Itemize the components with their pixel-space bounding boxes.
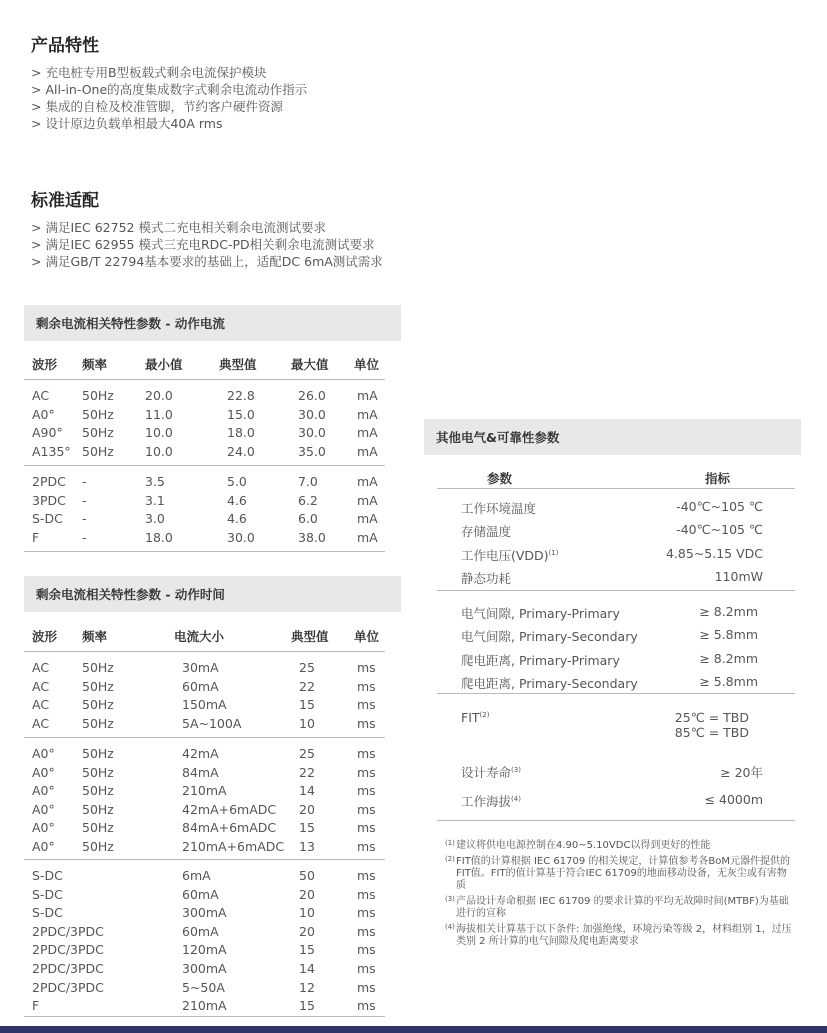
table-cell: 18.0 bbox=[227, 425, 255, 441]
features-list bbox=[31, 64, 307, 132]
table-cell: 120mA bbox=[182, 942, 227, 958]
table-cell: ms bbox=[357, 715, 376, 731]
table-cell: - bbox=[82, 529, 87, 545]
life-label: 设计寿命 bbox=[461, 765, 512, 780]
fit-label: FIT bbox=[461, 710, 480, 725]
table-cell: ms bbox=[357, 839, 376, 854]
table-cell: AC bbox=[32, 715, 50, 731]
table-cell: 210mA bbox=[182, 998, 227, 1014]
table-cell: 35.0 bbox=[298, 443, 326, 459]
param-value: ≥ 5.8mm bbox=[699, 673, 758, 689]
table-cell: F bbox=[32, 529, 40, 545]
param-value: ≥ 8.2mm bbox=[699, 650, 758, 666]
life-sup: (3) bbox=[511, 765, 521, 774]
list-item: > 满足GB/T 22794基本要求的基础上，适配DC 6mA测试需求 bbox=[31, 254, 383, 269]
table-row bbox=[24, 839, 385, 858]
list-item: > 满足IEC 62955 模式三充电RDC-PD相关剩余电流测试要求 bbox=[31, 237, 375, 252]
table-cell: 50Hz bbox=[82, 746, 114, 761]
table-cell: 50Hz bbox=[82, 678, 114, 694]
param-label-text: 工作电压(VDD) bbox=[461, 547, 549, 563]
table-cell: 15 bbox=[299, 942, 315, 958]
fit-row bbox=[437, 710, 795, 740]
param-value: 110mW bbox=[714, 568, 763, 584]
table-cell: AC bbox=[32, 678, 50, 694]
param-label bbox=[461, 522, 511, 540]
table-cell: 6mA bbox=[182, 868, 211, 883]
fit-value bbox=[675, 710, 749, 740]
table-cell: 25 bbox=[299, 746, 315, 761]
param-label-text: 静态功耗 bbox=[461, 570, 512, 586]
table-row bbox=[24, 887, 385, 906]
param-label bbox=[461, 569, 511, 587]
table-cell: 30.0 bbox=[227, 529, 255, 545]
altitude-row bbox=[437, 792, 795, 811]
col-header: 单位 bbox=[354, 357, 380, 372]
param-value: 4.85~5.15 VDC bbox=[665, 545, 763, 561]
footnote-ref: (1) bbox=[548, 548, 559, 557]
table-cell: 3PDC bbox=[32, 492, 66, 508]
electrical-table bbox=[437, 469, 795, 824]
param-row bbox=[437, 651, 795, 670]
col-header: 单位 bbox=[354, 629, 380, 644]
table-cell: 24.0 bbox=[227, 443, 255, 459]
footnote bbox=[442, 840, 794, 852]
table-cell: S-DC bbox=[32, 868, 63, 883]
param-label bbox=[461, 763, 521, 781]
col-header: 波形 bbox=[32, 629, 58, 644]
divider bbox=[24, 551, 385, 552]
table-cell: ms bbox=[357, 979, 376, 995]
table-cell: mA bbox=[357, 406, 378, 422]
table-row bbox=[24, 388, 385, 407]
table-cell: 2PDC/3PDC bbox=[32, 961, 104, 976]
divider bbox=[24, 465, 385, 466]
table-cell: 210mA bbox=[182, 783, 227, 799]
table-cell: A90° bbox=[32, 425, 63, 441]
divider bbox=[437, 693, 795, 694]
table-cell: 15.0 bbox=[227, 406, 255, 422]
param-row bbox=[437, 604, 795, 623]
table-cell: 30.0 bbox=[298, 406, 326, 422]
table-row bbox=[24, 746, 385, 765]
table-cell: 11.0 bbox=[145, 406, 173, 422]
fit-sup: (2) bbox=[479, 710, 490, 719]
table-cell: 10 bbox=[299, 905, 315, 921]
table-cell: ms bbox=[357, 905, 376, 921]
param-label bbox=[461, 792, 521, 810]
table-row bbox=[24, 783, 385, 802]
table-row bbox=[24, 868, 385, 887]
footnote bbox=[442, 896, 794, 920]
table-cell: 30mA bbox=[182, 660, 219, 675]
list-item: > 充电桩专用B型板载式剩余电流保护模块 bbox=[31, 65, 267, 80]
table-row bbox=[24, 493, 385, 512]
table-cell: mA bbox=[357, 443, 378, 459]
divider bbox=[437, 488, 795, 489]
table-cell: 50Hz bbox=[82, 443, 114, 459]
table-row bbox=[24, 980, 385, 999]
divider bbox=[437, 820, 795, 821]
table-row bbox=[24, 998, 385, 1017]
footnote-text: 海拔相关计算基于以下条件: 加强绝缘，环境污染等级 2，材料组别 1，过压类别 2 所计算的电气间隙及爬电距离要求 bbox=[456, 924, 792, 947]
param-label-text: 工作环境温度 bbox=[461, 501, 537, 516]
table-cell: S-DC bbox=[32, 886, 63, 902]
table-cell: A135° bbox=[32, 443, 71, 459]
table-cell: A0° bbox=[32, 783, 55, 799]
table-row bbox=[24, 511, 385, 530]
life-row bbox=[437, 763, 795, 782]
footnote-number: (2) bbox=[445, 855, 455, 863]
table-cell: ms bbox=[357, 746, 376, 761]
table-cell: - bbox=[82, 474, 87, 489]
table-cell: 150mA bbox=[182, 697, 227, 713]
divider bbox=[24, 379, 385, 380]
table-row bbox=[24, 765, 385, 784]
footnote-number: (1) bbox=[445, 839, 455, 847]
table-cell: ms bbox=[357, 998, 376, 1014]
param-row bbox=[437, 522, 795, 541]
fit-value-85: 85℃ = TBD bbox=[674, 725, 749, 740]
table-row bbox=[24, 716, 385, 735]
table-row bbox=[24, 679, 385, 698]
table-cell: ms bbox=[357, 764, 376, 780]
table-cell: 3.0 bbox=[145, 511, 165, 527]
table-cell: mA bbox=[357, 425, 378, 441]
col-header: 典型值 bbox=[219, 357, 257, 372]
table-cell: 4.6 bbox=[227, 492, 247, 508]
table-cell: 20.0 bbox=[145, 388, 173, 403]
table-cell: 42mA bbox=[182, 746, 219, 761]
electrical-title: 其他电气&可靠性参数 bbox=[424, 419, 801, 455]
table-cell: 18.0 bbox=[145, 529, 173, 545]
table-cell: 25 bbox=[299, 660, 315, 675]
table-cell: 50Hz bbox=[82, 406, 114, 422]
table-cell: 22 bbox=[299, 764, 315, 780]
table-cell: S-DC bbox=[32, 511, 63, 527]
table-cell: A0° bbox=[32, 820, 55, 836]
table-row bbox=[24, 660, 385, 679]
table-cell: 2PDC/3PDC bbox=[32, 979, 104, 995]
trip-current-table bbox=[24, 355, 385, 555]
table-cell: 22.8 bbox=[227, 388, 255, 403]
table-cell: 10.0 bbox=[145, 425, 173, 441]
col-header: 最大值 bbox=[291, 357, 329, 372]
footnote bbox=[442, 924, 794, 948]
table-cell: 5A~100A bbox=[182, 715, 242, 731]
table-cell: ms bbox=[357, 942, 376, 958]
divider bbox=[437, 590, 795, 591]
table-cell: 26.0 bbox=[298, 388, 326, 403]
table-cell: 7.0 bbox=[298, 474, 318, 489]
param-value: -40℃~105 ℃ bbox=[676, 499, 763, 514]
table-cell: 60mA bbox=[182, 678, 219, 694]
altitude-value: ≤ 4000m bbox=[704, 792, 763, 807]
table-cell: 42mA+6mADC bbox=[182, 801, 277, 817]
table-cell: 30.0 bbox=[298, 425, 326, 441]
table-cell: 5.0 bbox=[227, 474, 247, 489]
bottom-bar bbox=[0, 1026, 827, 1033]
table-cell: 210mA+6mADC bbox=[182, 839, 285, 854]
table-cell: mA bbox=[357, 388, 378, 403]
table-cell: 15 bbox=[299, 820, 315, 836]
table-cell: 2PDC/3PDC bbox=[32, 942, 104, 958]
list-item: > All-in-One的高度集成数字式剩余电流动作指示 bbox=[31, 82, 308, 97]
table-cell: ms bbox=[357, 868, 376, 883]
table-cell: ms bbox=[357, 801, 376, 817]
table-cell: 50Hz bbox=[82, 660, 114, 675]
col-header: 最小值 bbox=[145, 357, 183, 372]
table-cell: 22 bbox=[299, 678, 315, 694]
life-value: ≥ 20年 bbox=[720, 765, 763, 780]
param-label: 电气间隙, Primary-Primary bbox=[461, 606, 620, 621]
table-cell: 2PDC bbox=[32, 474, 66, 489]
divider bbox=[24, 737, 385, 738]
footnote-text: 建议将供电电源控制在4.90~5.10VDC以得到更好的性能 bbox=[456, 840, 711, 851]
table-cell: ms bbox=[357, 886, 376, 902]
footnote bbox=[442, 856, 794, 892]
table-row bbox=[24, 924, 385, 943]
table-row bbox=[24, 697, 385, 716]
table-row bbox=[24, 802, 385, 821]
param-label bbox=[461, 710, 489, 725]
list-item: > 设计原边负载单相最大40A rms bbox=[31, 116, 223, 131]
table-row bbox=[24, 407, 385, 426]
table-row bbox=[24, 444, 385, 463]
table-cell: 50 bbox=[299, 868, 315, 883]
table-cell: A0° bbox=[32, 801, 55, 817]
table-cell: 6.2 bbox=[298, 492, 318, 508]
table-cell: ms bbox=[357, 678, 376, 694]
table-cell: mA bbox=[357, 529, 378, 545]
table-cell: 20 bbox=[299, 886, 315, 902]
table-cell: A0° bbox=[32, 839, 55, 854]
param-label: 爬电距离, Primary-Secondary bbox=[461, 675, 638, 691]
table-cell: 13 bbox=[299, 839, 315, 854]
param-value: ≥ 8.2mm bbox=[699, 604, 758, 619]
table-cell: mA bbox=[357, 511, 378, 527]
table-cell: ms bbox=[357, 697, 376, 713]
table-cell: 15 bbox=[299, 697, 315, 713]
table-cell: 10 bbox=[299, 715, 315, 731]
standards-title: 标准适配 bbox=[31, 191, 99, 211]
table-row bbox=[24, 905, 385, 924]
table-cell: 15 bbox=[299, 998, 315, 1014]
table-cell: 50Hz bbox=[82, 764, 114, 780]
table-cell: ms bbox=[357, 660, 376, 675]
table-cell: ms bbox=[357, 783, 376, 799]
standards-list bbox=[31, 219, 383, 270]
table-cell: F bbox=[32, 998, 40, 1014]
table-cell: AC bbox=[32, 388, 50, 403]
col-header: 波形 bbox=[32, 357, 58, 372]
table-cell: 3.5 bbox=[145, 474, 165, 489]
table-cell: 20 bbox=[299, 923, 315, 939]
table-cell: A0° bbox=[32, 764, 55, 780]
table-cell: 50Hz bbox=[82, 801, 114, 817]
features-title: 产品特性 bbox=[31, 36, 99, 56]
divider bbox=[24, 859, 385, 860]
trip-time-table bbox=[24, 627, 385, 1017]
param-label-text: 存储温度 bbox=[461, 524, 512, 540]
table-cell: AC bbox=[32, 660, 50, 675]
footnote-number: (4) bbox=[445, 923, 455, 931]
trip-current-title: 剩余电流相关特性参数 - 动作电流 bbox=[24, 305, 401, 341]
param-row bbox=[437, 569, 795, 588]
list-item: > 满足IEC 62752 模式二充电相关剩余电流测试要求 bbox=[31, 220, 326, 235]
table-cell: 50Hz bbox=[82, 388, 114, 403]
col-header: 电流大小 bbox=[174, 629, 225, 644]
param-row bbox=[437, 546, 795, 565]
param-row bbox=[437, 499, 795, 518]
table-cell: 50Hz bbox=[82, 839, 114, 854]
table-row bbox=[24, 425, 385, 444]
trip-time-title: 剩余电流相关特性参数 - 动作时间 bbox=[24, 576, 401, 612]
table-cell: mA bbox=[357, 474, 378, 489]
list-item: > 集成的自检及校准管脚，节约客户硬件资源 bbox=[31, 99, 283, 114]
table-row bbox=[24, 820, 385, 839]
table-cell: 50Hz bbox=[82, 697, 114, 713]
param-row bbox=[437, 627, 795, 646]
param-label: 电气间隙, Primary-Secondary bbox=[461, 629, 638, 645]
altitude-sup: (4) bbox=[511, 794, 521, 803]
param-label bbox=[461, 499, 536, 517]
table-cell: AC bbox=[32, 697, 50, 713]
table-cell: A0° bbox=[32, 406, 55, 422]
table-cell: 14 bbox=[299, 961, 315, 976]
col-header: 指标 bbox=[705, 471, 731, 486]
table-cell: 38.0 bbox=[298, 529, 326, 545]
table-cell: ms bbox=[357, 961, 376, 976]
param-label bbox=[461, 546, 558, 564]
table-cell: 60mA bbox=[182, 886, 219, 902]
param-row bbox=[437, 674, 795, 693]
table-cell: 2PDC/3PDC bbox=[32, 923, 104, 939]
table-cell: 84mA+6mADC bbox=[182, 820, 277, 836]
table-cell: 50Hz bbox=[82, 425, 114, 441]
table-cell: - bbox=[82, 511, 87, 527]
fit-value-25: 25℃ = TBD bbox=[674, 710, 749, 725]
param-value: ≥ 5.8mm bbox=[699, 627, 758, 643]
footnote-text: 产品设计寿命根据 IEC 61709 的要求计算的平均无故障时间(MTBF)为基础进行的宣称 bbox=[456, 896, 789, 919]
table-cell: 300mA bbox=[182, 961, 227, 976]
table-row bbox=[24, 942, 385, 961]
table-cell: 4.6 bbox=[227, 511, 247, 527]
divider bbox=[24, 651, 385, 652]
footnote-number: (3) bbox=[445, 895, 455, 903]
col-header: 参数 bbox=[487, 471, 513, 486]
table-row bbox=[24, 961, 385, 980]
table-cell: A0° bbox=[32, 746, 55, 761]
table-cell: 6.0 bbox=[298, 511, 318, 527]
table-cell: 50Hz bbox=[82, 820, 114, 836]
table-cell: ms bbox=[357, 923, 376, 939]
table-cell: 50Hz bbox=[82, 715, 114, 731]
footnotes bbox=[442, 840, 794, 952]
col-header: 频率 bbox=[82, 629, 108, 644]
footnote-text: FIT值的计算根据 IEC 61709 的相关规定，计算值参考各BoM元器件提供的FIT值。FIT的值计算基于符合IEC 61709的地面移动设备，无灰尘或有害物质 bbox=[456, 856, 791, 891]
table-cell: 14 bbox=[299, 783, 315, 799]
altitude-label: 工作海拔 bbox=[461, 794, 512, 809]
table-cell: 20 bbox=[299, 801, 315, 817]
table-cell: 3.1 bbox=[145, 492, 165, 508]
table-cell: S-DC bbox=[32, 905, 63, 921]
col-header: 典型值 bbox=[291, 629, 329, 644]
col-header: 频率 bbox=[82, 357, 108, 372]
table-cell: mA bbox=[357, 492, 378, 508]
table-cell: 12 bbox=[299, 979, 315, 995]
table-cell: ms bbox=[357, 820, 376, 836]
table-row bbox=[24, 474, 385, 493]
table-cell: 84mA bbox=[182, 764, 219, 780]
table-cell: - bbox=[82, 492, 87, 508]
table-row bbox=[24, 530, 385, 549]
table-cell: 60mA bbox=[182, 923, 219, 939]
table-cell: 5~50A bbox=[182, 979, 225, 995]
table-cell: 10.0 bbox=[145, 443, 173, 459]
param-label: 爬电距离, Primary-Primary bbox=[461, 652, 620, 668]
param-value: -40℃~105 ℃ bbox=[676, 522, 763, 538]
table-cell: 300mA bbox=[182, 905, 227, 921]
table-cell: 50Hz bbox=[82, 783, 114, 799]
